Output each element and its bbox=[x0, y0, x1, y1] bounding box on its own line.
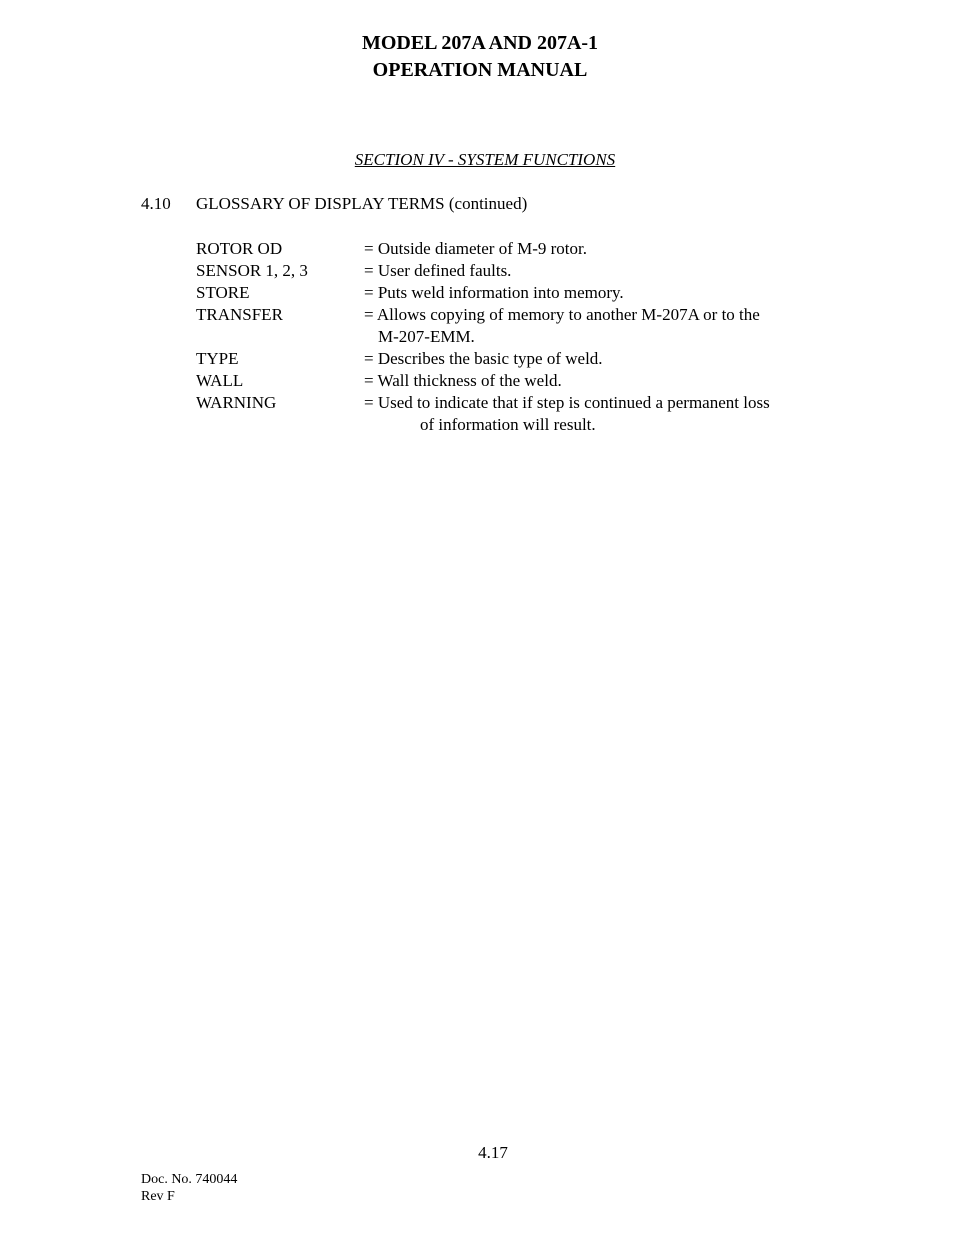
glossary-definition-continuation: M-207-EMM. bbox=[378, 327, 475, 346]
glossary-term: WARNING bbox=[196, 393, 277, 412]
glossary-definition-text: = Outside diameter of M-9 rotor. bbox=[364, 239, 587, 258]
title-line-2: OPERATION MANUAL bbox=[372, 59, 588, 81]
subsection-heading: GLOSSARY OF DISPLAY TERMS (continued) bbox=[196, 194, 528, 213]
glossary-entry-rotor-od bbox=[196, 238, 836, 260]
glossary-entry-type bbox=[196, 348, 836, 370]
revision: Rev F bbox=[141, 1189, 175, 1204]
glossary-definition bbox=[364, 238, 836, 260]
glossary-entry-sensor bbox=[196, 260, 836, 282]
glossary-definition bbox=[364, 348, 836, 370]
glossary-term: WALL bbox=[196, 371, 244, 390]
glossary-entry-transfer bbox=[196, 304, 836, 348]
glossary-definition bbox=[364, 304, 836, 348]
document-footer bbox=[141, 1171, 237, 1205]
glossary-definition bbox=[364, 370, 836, 392]
glossary-term: STORE bbox=[196, 283, 250, 302]
subsection-number: 4.10 bbox=[141, 194, 171, 213]
section-heading: SECTION IV - SYSTEM FUNCTIONS bbox=[354, 150, 616, 169]
glossary-definition-text: = User defined faults. bbox=[364, 261, 512, 280]
glossary-term: TYPE bbox=[196, 349, 239, 368]
page-number: 4.17 bbox=[478, 1143, 508, 1162]
glossary-entry-wall bbox=[196, 370, 836, 392]
glossary-definition-text: = Allows copying of memory to another M-207A or to the bbox=[364, 305, 760, 324]
glossary-list bbox=[196, 238, 836, 436]
glossary-entry-store bbox=[196, 282, 836, 304]
glossary-definition bbox=[364, 392, 836, 436]
document-title bbox=[0, 30, 954, 84]
glossary-term: ROTOR OD bbox=[196, 239, 283, 258]
glossary-definition bbox=[364, 282, 836, 304]
title-line-1: MODEL 207A AND 207A-1 bbox=[361, 32, 599, 54]
glossary-definition bbox=[364, 260, 836, 282]
glossary-definition-text: = Wall thickness of the weld. bbox=[364, 371, 562, 390]
glossary-entry-warning bbox=[196, 392, 836, 436]
glossary-term: TRANSFER bbox=[196, 305, 283, 324]
glossary-definition-text: = Puts weld information into memory. bbox=[364, 283, 624, 302]
glossary-definition-text: = Used to indicate that if step is continued a permanent loss bbox=[364, 393, 770, 412]
glossary-term: SENSOR 1, 2, 3 bbox=[196, 261, 308, 280]
doc-number: Doc. No. 740044 bbox=[141, 1172, 238, 1187]
glossary-definition-continuation: of information will result. bbox=[420, 415, 596, 434]
glossary-definition-text: = Describes the basic type of weld. bbox=[364, 349, 603, 368]
